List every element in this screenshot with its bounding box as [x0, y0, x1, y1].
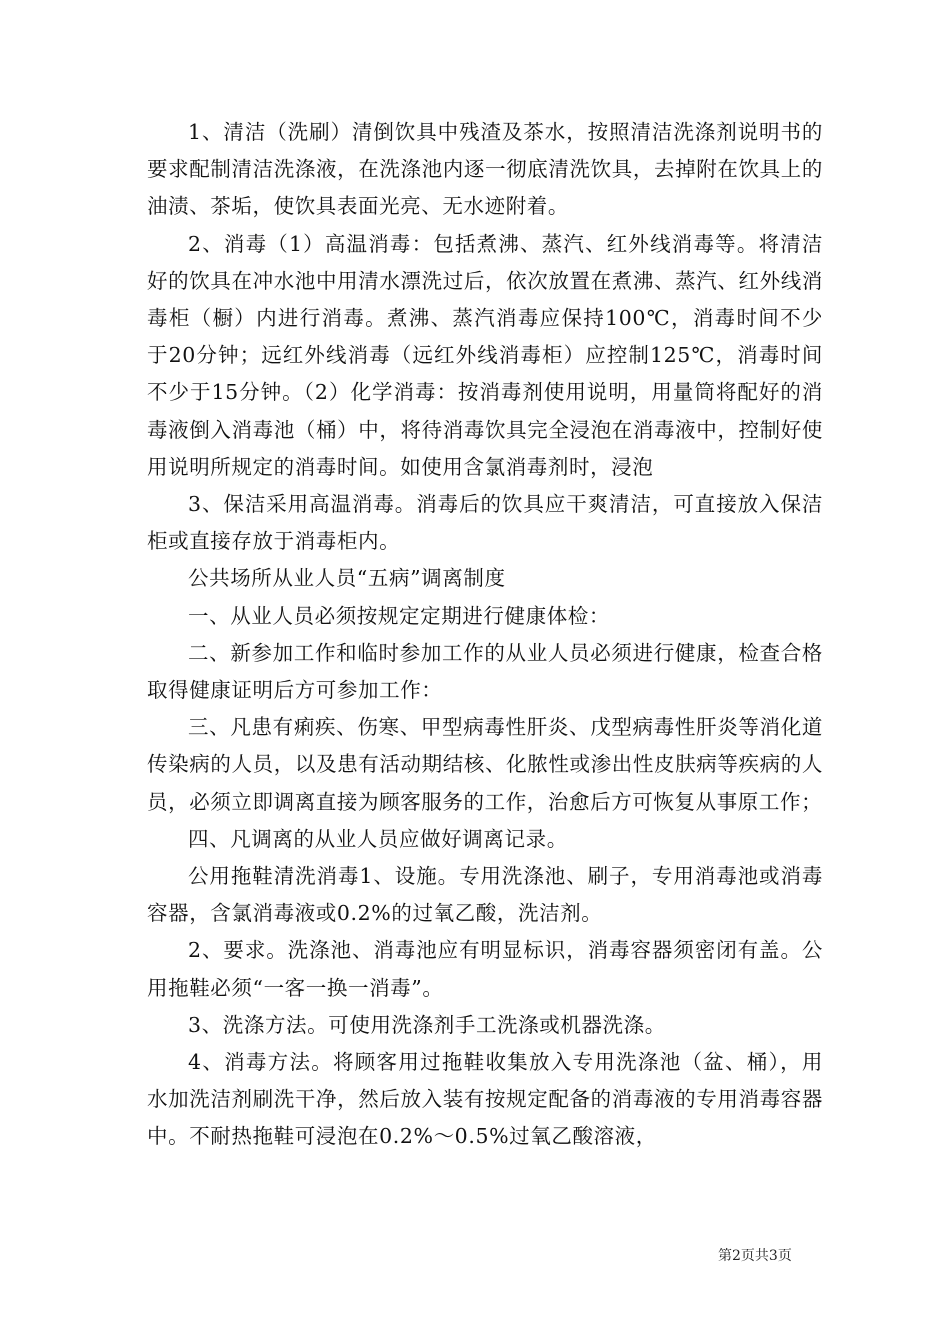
- document-body: [147, 114, 823, 1156]
- paragraph-disinfection: 2、消毒（1）高温消毒：包括煮沸、蒸汽、红外线消毒等。将清洁好的饮具在冲水池中用清水漂洗过后，依次放置在煮沸、蒸汽、红外线消毒柜（橱）内进行消毒。煮沸、蒸汽消毒应保持100℃，消毒时间不少于20分钟；远红外线消毒（远红外线消毒柜）应控制125℃，消毒时间不少于15分钟。（2）化学消毒：按消毒剂使用说明，用量筒将配好的消毒液倒入消毒池（桶）中，将待消毒饮具完全浸泡在消毒液中，控制好使用说明所规定的消毒时间。如使用含氯消毒剂时，浸泡: [147, 231, 823, 479]
- paragraph-cleaning: 1、清洁（洗刷）清倒饮具中残渣及茶水，按照清洁洗涤剂说明书的要求配制清洁洗涤液，在洗涤池内逐一彻底清洗饮具，去掉附在饮具上的油渍、茶垢，使饮具表面光亮、无水迹附着。: [147, 120, 823, 219]
- paragraph-slippers-washing: 3、洗涤方法。可使用洗涤剂手工洗涤或机器洗涤。: [188, 1012, 666, 1037]
- paragraph-rule-2: 二、新参加工作和临时参加工作的从业人员必须进行健康，检查合格取得健康证明后方可参加工作：: [147, 640, 823, 703]
- paragraph-slippers-disinfection: 4、消毒方法。将顾客用过拖鞋收集放入专用洗涤池（盆、桶），用水加洗洁剂刷洗干净，然后放入装有按规定配备的消毒液的专用消毒容器中。不耐热拖鞋可浸泡在0.2%～0.5%过氧乙酸溶液，: [147, 1050, 823, 1149]
- paragraph-slippers-requirements: 2、要求。洗涤池、消毒池应有明显标识，消毒容器须密闭有盖。公用拖鞋必须“一客一换一消毒”。: [147, 938, 823, 1000]
- paragraph-rule-4: 四、凡调离的从业人员应做好调离记录。: [188, 826, 568, 851]
- section-title-five-diseases: 公共场所从业人员“五病”调离制度: [188, 566, 506, 591]
- paragraph-slippers-facilities: 公用拖鞋清洗消毒1、设施。专用洗涤池、刷子，专用消毒池或消毒容器，含氯消毒液或0.2%的过氧乙酸，洗洁剂。: [147, 864, 823, 926]
- paragraph-rule-1: 一、从业人员必须按规定定期进行健康体检：: [188, 603, 610, 628]
- paragraph-rule-3: 三、凡患有痢疾、伤寒、甲型病毒性肝炎、戊型病毒性肝炎等消化道传染病的人员，以及患有活动期结核、化脓性或渗出性皮肤病等疾病的人员，必须立即调离直接为顾客服务的工作，治愈后方可恢复从事原工作；: [147, 715, 823, 814]
- page-number: 第2页共3页: [718, 1248, 792, 1264]
- paragraph-storage: 3、保洁采用高温消毒。消毒后的饮具应干爽清洁，可直接放入保洁柜或直接存放于消毒柜内。: [147, 492, 823, 554]
